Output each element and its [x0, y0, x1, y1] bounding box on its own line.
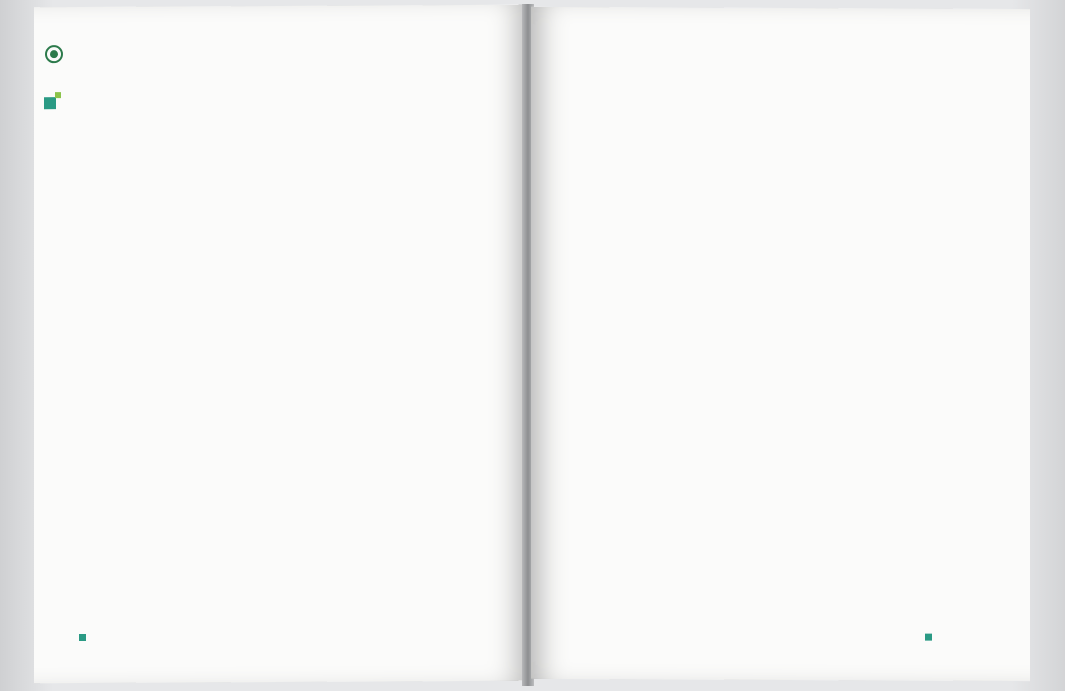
page-footer-right — [919, 634, 932, 641]
section-heading — [44, 97, 63, 109]
table-title-single-exam — [579, 93, 983, 95]
table-title-out-of-province — [579, 320, 983, 322]
page-footer-left — [79, 634, 92, 641]
college-logo — [45, 45, 68, 63]
out-of-province-plan-table — [579, 341, 983, 343]
right-page — [531, 7, 1030, 681]
general-plan-table — [79, 155, 483, 157]
page-marker-icon — [79, 634, 86, 641]
college-emblem-icon — [45, 45, 63, 63]
page-marker-icon — [925, 634, 932, 641]
left-page — [34, 5, 526, 684]
table-title-general — [74, 133, 478, 135]
single-exam-plan-table — [579, 114, 981, 116]
section-square-icon — [44, 97, 56, 109]
